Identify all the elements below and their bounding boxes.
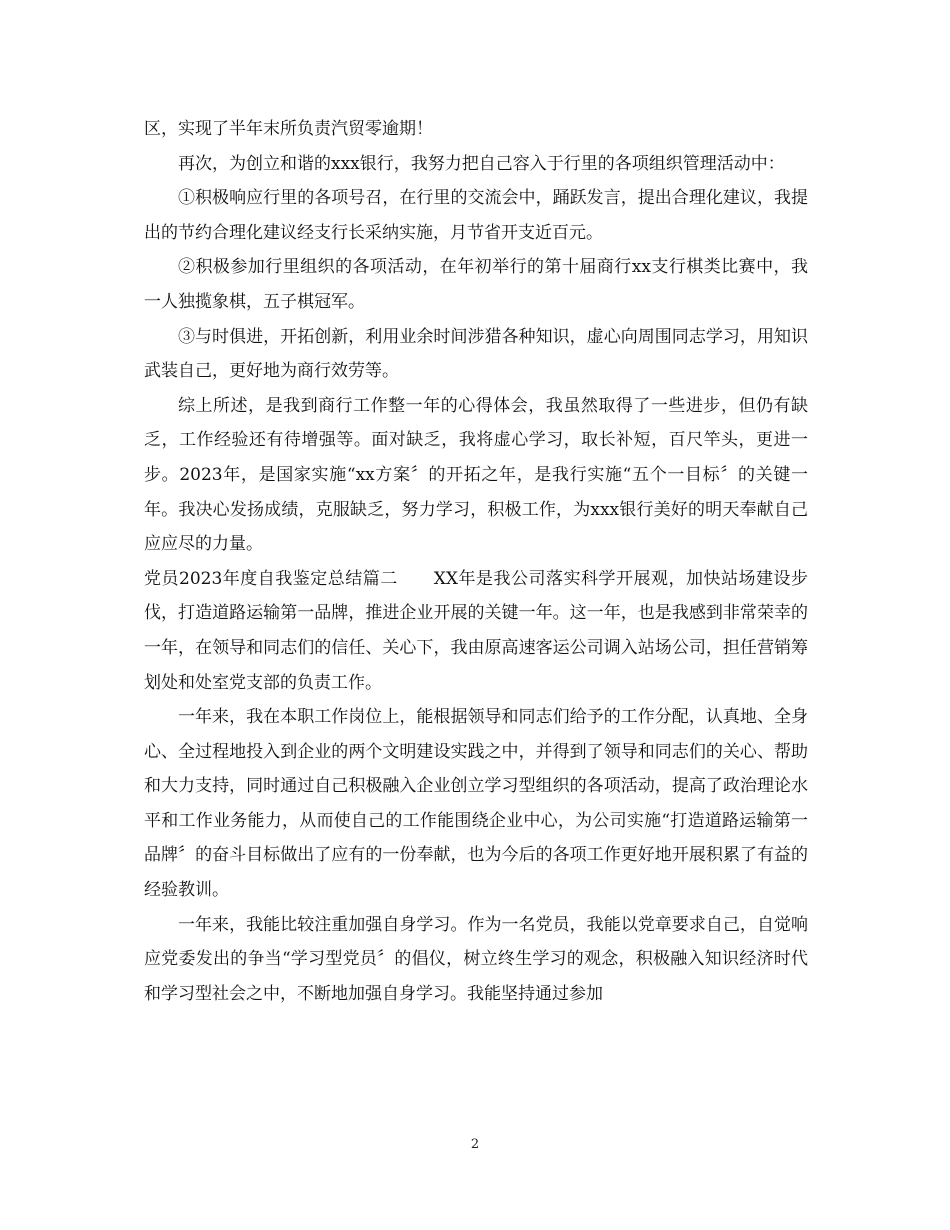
document-body	[144, 112, 808, 1011]
paragraph-7: 一年来，我在本职工作岗位上，能根据领导和同志们给予的工作分配，认真地、全身心、全过程地投入到企业的两个文明建设实践之中，并得到了领导和同志们的关心、帮助和大力支持，同时通过自己积极融入企业创立学习型组织的各项活动，提高了政治理论水平和工作业务能力，从而使自己的工作能围绕企业中心，为公司实施“打造道路运输第一品牌〞的奋斗目标做出了应有的一份奉献，也为今后的各项工作更好地开展积累了有益的经验教训。	[144, 707, 808, 901]
section-title: 党员2023年度自我鉴定总结篇二	[144, 568, 398, 589]
paragraph-2: 再次，为创立和谐的xxx银行，我努力把自己容入于行里的各项组织管理活动中：	[178, 153, 785, 174]
paragraph-8: 一年来，我能比较注重加强自身学习。作为一名党员，我能以党章要求自己，自觉响应党委发出的争当“学习型党员〞的倡仪，树立终生学习的观念，积极融入知识经济时代和学习型社会之中，不断地加强自身学习。我能坚持通过参加	[144, 914, 808, 1004]
section-paragraph	[144, 562, 808, 700]
paragraph-3: ①积极响应行里的各项号召，在行里的交流会中，踊跃发言，提出合理化建议，我提出的节约合理化建议经支行长采纳实施，月节省开支近百元。	[144, 188, 808, 243]
page-number: 2	[470, 1137, 480, 1152]
paragraph-5: ③与时俱进，开拓创新，利用业余时间涉猎各种知识，虚心向周围同志学习，用知识武装自己，更好地为商行效劳等。	[144, 326, 808, 382]
section-text: XX年是我公司落实科学开展观，加快站场建设步伐，打造道路运输第一品牌，推进企业开展的关键一年。这一年，也是我感到非常荣幸的一年，在领导和同志们的信任、关心下，我由原高速客运公司调入站场公司，担任营销筹划处和处室党支部的负责工作。	[144, 568, 808, 693]
paragraph-1: 区，实现了半年末所负责汽贸零逾期！	[144, 119, 433, 139]
paragraph-6: 综上所述，是我到商行工作整一年的心得体会，我虽然取得了一些进步，但仍有缺乏，工作经验还有待增强等。面对缺乏，我将虚心学习，取长补短，百尺竿头，更进一步。2023年，是国家实施“xx方案〞的开拓之年，是我行实施“五个一目标〞的关键一年。我决心发扬成绩，克服缺乏，努力学习，积极工作，为xxx银行美好的明天奉献自己应应尽的力量。	[144, 395, 808, 555]
paragraph-4: ②积极参加行里组织的各项活动，在年初举行的第十届商行xx支行棋类比赛中，我一人独揽象棋，五子棋冠军。	[144, 257, 808, 312]
